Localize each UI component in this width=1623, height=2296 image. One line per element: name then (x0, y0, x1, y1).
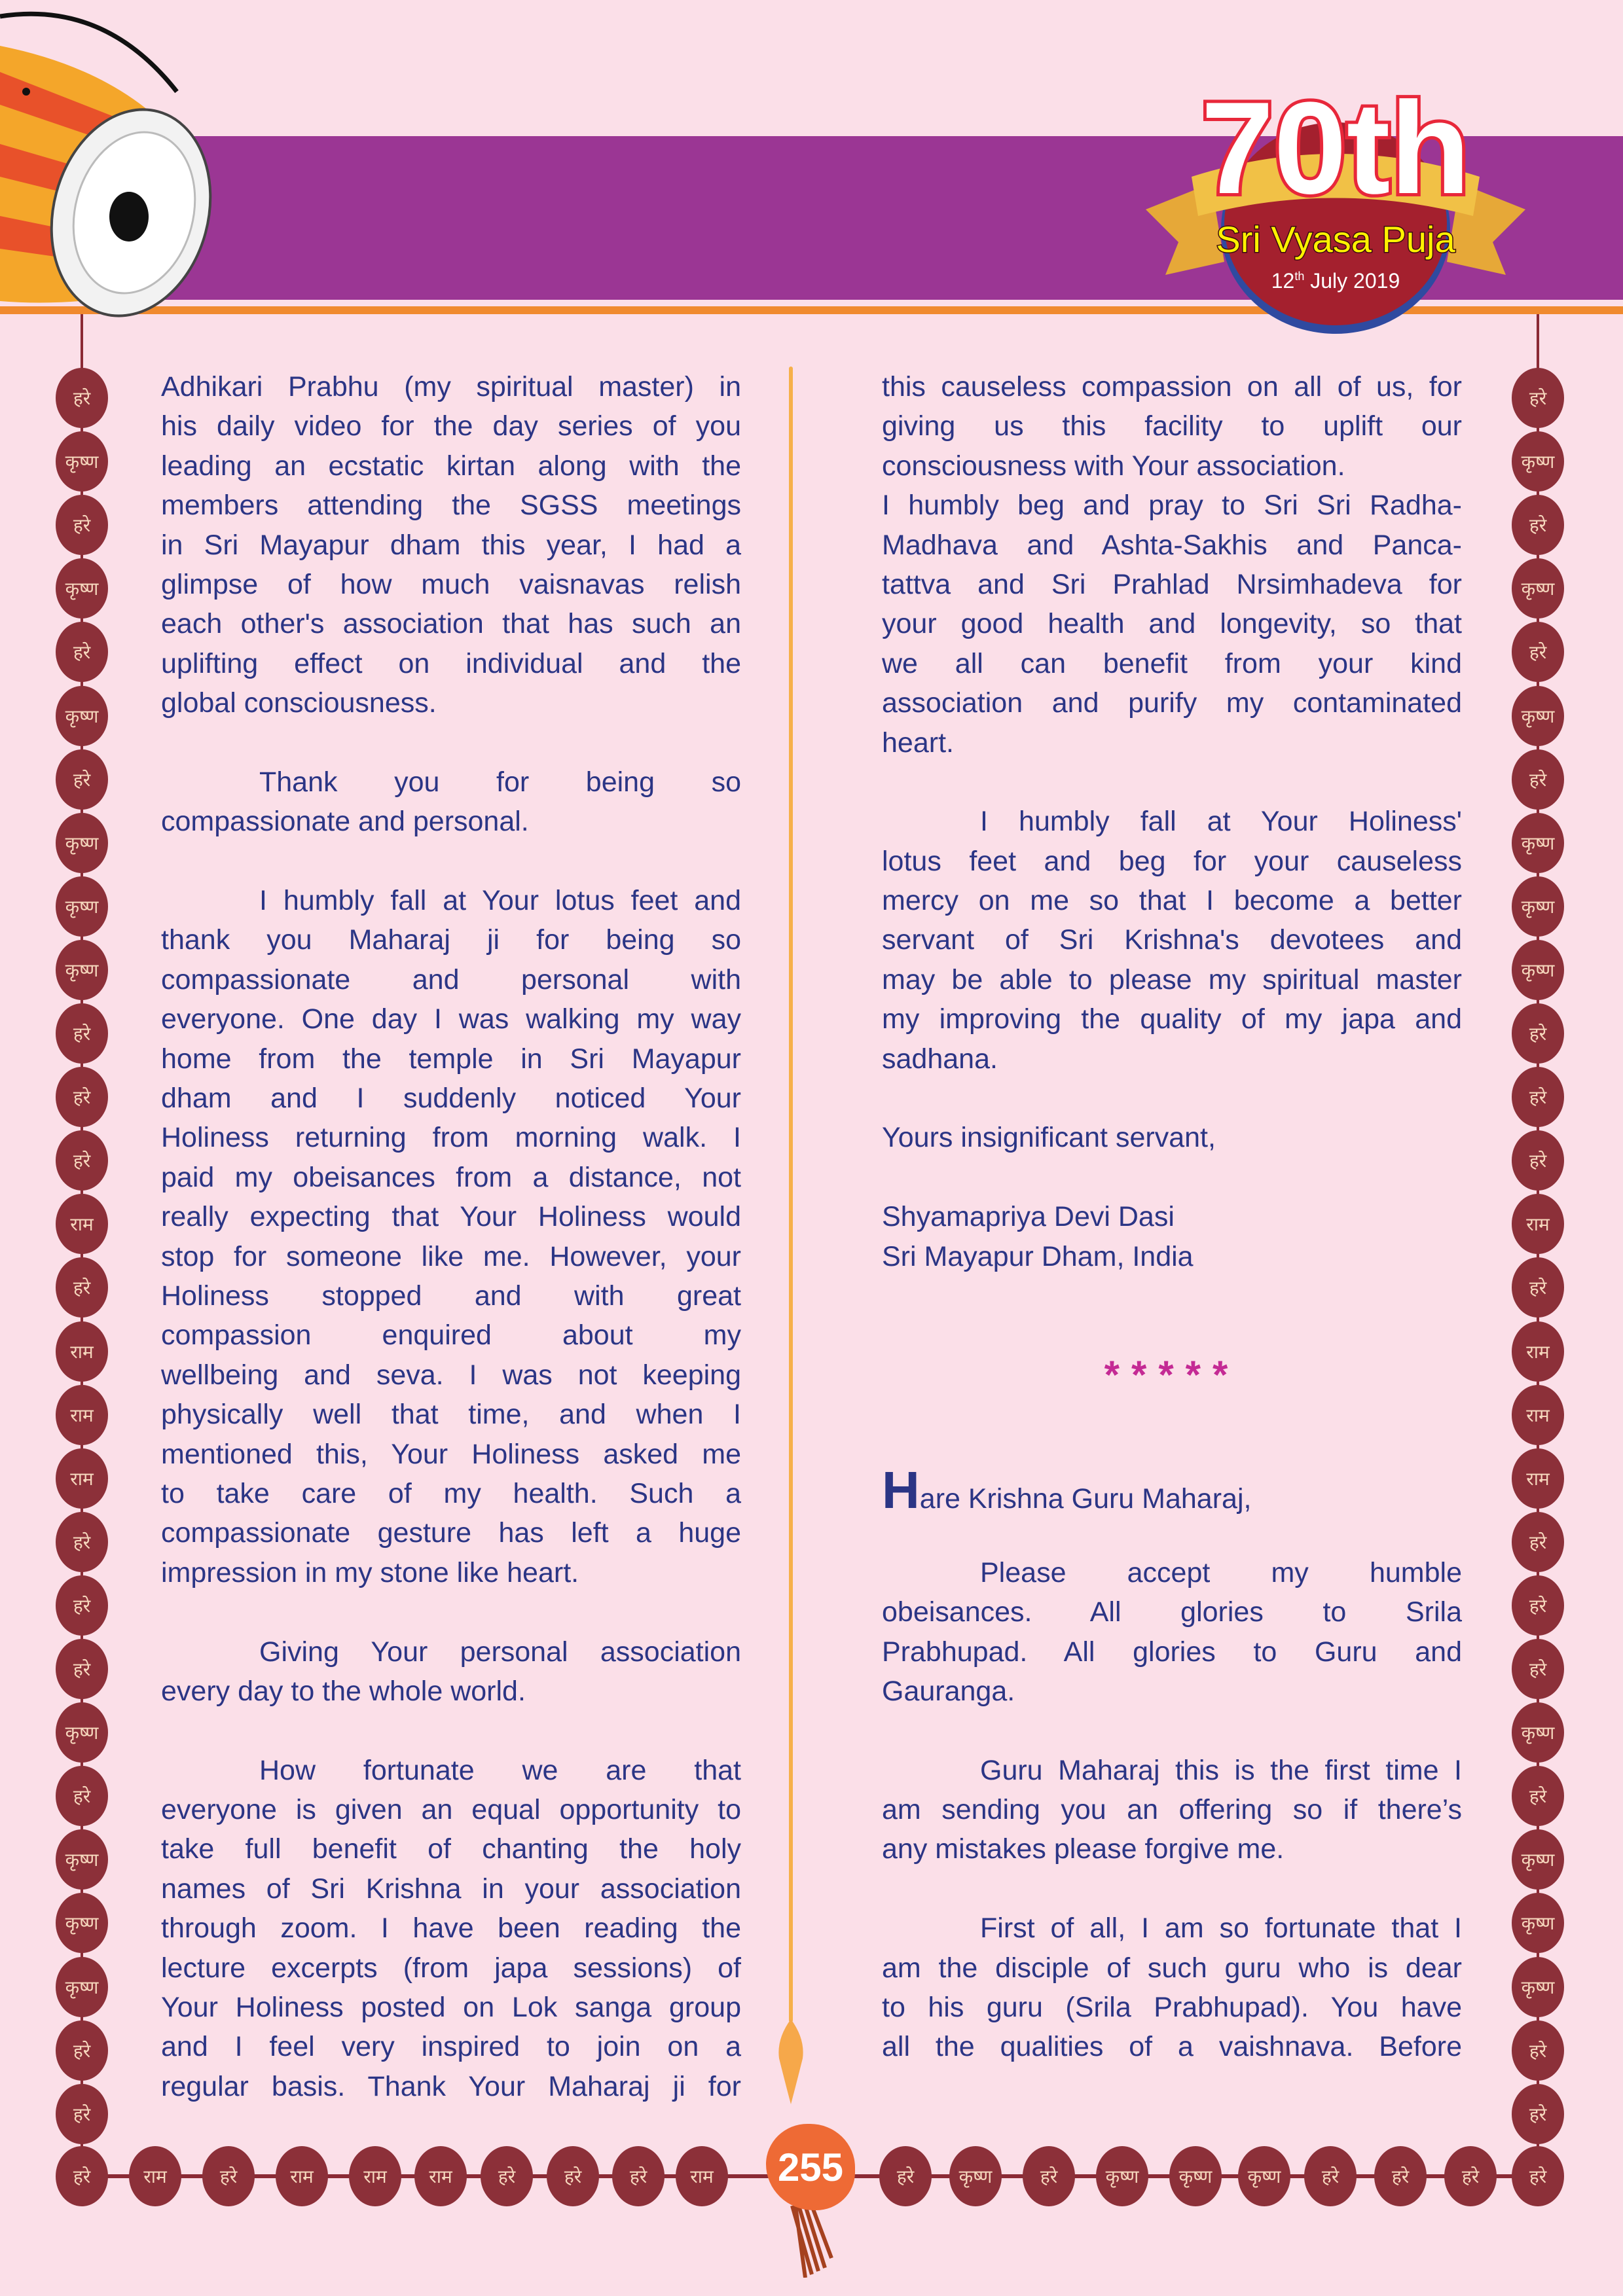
bead-bottom: कृष्ण (949, 2146, 1002, 2206)
bead-bottom: हरे (1023, 2146, 1075, 2206)
text-line: all the qualities of a vaishnava. Before (882, 2031, 1462, 2063)
bead-right: हरे (1512, 1257, 1564, 1318)
text-line: take full benefit of chanting the holy (161, 1833, 741, 1865)
text-line: compassionate gesture has left a huge (161, 1517, 741, 1549)
bead-right: हरे (1512, 749, 1564, 810)
bead-bottom: हरे (612, 2146, 665, 2206)
text-line: Yours insignificant servant, (882, 1122, 1216, 1154)
text-line: How fortunate we are that (259, 1754, 741, 1786)
text-line: Adhikari Prabhu (my spiritual master) in (161, 371, 741, 403)
text-line: compassionate and personal with (161, 963, 741, 996)
bead-right: हरे (1512, 1766, 1564, 1826)
bead-left: कृष्ण (56, 813, 108, 873)
text-line: may be able to please my spiritual master (882, 963, 1462, 996)
mridanga-drum-icon (0, 0, 223, 321)
divider-drop-ornament (776, 2019, 805, 2104)
text-line: lecture excerpts (from japa sessions) of (161, 1952, 741, 1984)
text-line: this causeless compassion on all of us, for (882, 371, 1462, 403)
bead-right: हरे (1512, 622, 1564, 682)
bead-left: राम (56, 1321, 108, 1382)
bead-bottom: हरे (879, 2146, 932, 2206)
bead-right: राम (1512, 1385, 1564, 1445)
bead-left: कृष्ण (56, 1893, 108, 1953)
text-line (161, 1711, 741, 1750)
text-line: wellbeing and seva. I was not keeping (161, 1359, 741, 1391)
text-line: paid my obeisances from a distance, not (161, 1161, 741, 1193)
text-line: names of Sri Krishna in your association (161, 1873, 741, 1905)
bead-bottom: राम (349, 2146, 401, 2206)
bead-right: कृष्ण (1512, 1702, 1564, 1763)
text-line: each other's association that has such an (161, 608, 741, 640)
bead-left: हरे (56, 749, 108, 810)
bead-bottom: कृष्ण (1238, 2146, 1290, 2206)
text-line: am sending you an offering so if there’s (882, 1794, 1462, 1826)
bead-bottom: हरे (481, 2146, 533, 2206)
text-line: really expecting that Your Holiness would (161, 1201, 741, 1233)
text-line: Guru Maharaj this is the first time I (980, 1754, 1462, 1786)
bead-right: हरे (1512, 1003, 1564, 1064)
bead-left: कृष्ण (56, 431, 108, 492)
bead-left: कृष्ण (56, 1829, 108, 1890)
bead-bottom: हरे (1512, 2146, 1564, 2206)
bead-right: हरे (1512, 1067, 1564, 1127)
text-line (161, 723, 741, 762)
text-line: to take care of my health. Such a (161, 1477, 741, 1509)
text-line: Gauranga. (882, 1675, 1015, 1707)
bead-right: हरे (1512, 1130, 1564, 1191)
bead-right: कृष्ण (1512, 1957, 1564, 2017)
text-line (161, 1592, 741, 1632)
bead-bottom: राम (129, 2146, 181, 2206)
bead-left: राम (56, 1385, 108, 1445)
text-line: sadhana. (882, 1043, 998, 1075)
text-line: servant of Sri Krishna's devotees and (882, 924, 1462, 956)
bead-right: हरे (1512, 495, 1564, 555)
badge-anniversary: 70th (1201, 75, 1470, 221)
bead-right: कृष्ण (1512, 431, 1564, 492)
text-line: your good health and longevity, so that (882, 608, 1462, 640)
text-line (161, 842, 741, 881)
bead-left: हरे (56, 1003, 108, 1064)
bead-right: कृष्ण (1512, 940, 1564, 1000)
bead-right: हरे (1512, 1512, 1564, 1572)
text-line: Holiness stopped and with great (161, 1280, 741, 1312)
bead-bottom: कृष्ण (1096, 2146, 1148, 2206)
text-line: I humbly beg and pray to Sri Sri Radha- (882, 490, 1462, 522)
anniversary-badge (1106, 65, 1565, 357)
bead-right: हरे (1512, 1639, 1564, 1699)
text-line: lotus feet and beg for your causeless (882, 845, 1462, 877)
text-line (882, 1079, 1462, 1118)
text-line: in Sri Mayapur dham this year, I had a (161, 529, 741, 561)
text-line (882, 762, 1462, 802)
text-line (882, 1869, 1462, 1909)
bead-left: कृष्ण (56, 1957, 108, 2017)
bead-left: हरे (56, 1257, 108, 1318)
text-line: to his guru (Srila Prabhupad). You have (882, 1992, 1462, 2024)
text-line: glimpse of how much vaisnavas relish (161, 568, 741, 600)
right-text-column (882, 367, 1462, 2067)
text-line: am the disciple of such guru who is dear (882, 1952, 1462, 1984)
bead-right: कृष्ण (1512, 1893, 1564, 1953)
text-line: my improving the quality of my japa and (882, 1003, 1462, 1035)
tassel-icon (786, 2206, 845, 2278)
bead-left: हरे (56, 1130, 108, 1191)
badge-event: Sri Vyasa Puja (1216, 219, 1455, 260)
text-line: his daily video for the day series of you (161, 410, 741, 442)
text-line: thank you Maharaj ji for being so (161, 924, 741, 956)
text-line: everyone is given an equal opportunity to (161, 1794, 741, 1826)
text-line: Sri Mayapur Dham, India (882, 1240, 1194, 1272)
text-line: I humbly fall at Your lotus feet and (259, 885, 741, 917)
text-line: impression in my stone like heart. (161, 1556, 579, 1588)
bead-bottom: हरे (56, 2146, 108, 2206)
text-line (882, 1395, 1462, 1434)
text-line: Holiness returning from morning walk. I (161, 1122, 741, 1154)
bead-left: हरे (56, 1512, 108, 1572)
bead-bottom: हरे (1444, 2146, 1497, 2206)
bead-left: राम (56, 1194, 108, 1254)
text-line: and I feel very inspired to join on a (161, 2031, 741, 2063)
bead-left: कृष्ण (56, 1702, 108, 1763)
text-line: everyone. One day I was walking my way (161, 1003, 741, 1035)
bead-bottom: राम (414, 2146, 467, 2206)
text-line: every day to the whole world. (161, 1675, 526, 1707)
text-line: Thank you for being so (259, 766, 741, 798)
text-line: any mistakes please forgive me. (882, 1833, 1285, 1865)
left-text-column (161, 367, 741, 2106)
greeting-line (882, 1460, 1462, 1519)
text-line: heart. (882, 726, 954, 759)
bead-right: कृष्ण (1512, 686, 1564, 746)
bead-right: राम (1512, 1448, 1564, 1509)
bead-right: हरे (1512, 2084, 1564, 2144)
text-line: First of all, I am so fortunate that I (980, 1912, 1462, 1945)
bead-bottom: राम (276, 2146, 328, 2206)
bead-bottom: हरे (202, 2146, 255, 2206)
bead-right: राम (1512, 1194, 1564, 1254)
page-number: 255 (766, 2124, 855, 2210)
text-line: global consciousness. (161, 687, 437, 719)
bead-right: हरे (1512, 2020, 1564, 2081)
bead-left: हरे (56, 1575, 108, 1636)
text-line (882, 1316, 1462, 1355)
greeting-text: are Krishna Guru Maharaj, (919, 1482, 1252, 1515)
text-line (882, 1513, 1462, 1552)
text-line (882, 1276, 1462, 1316)
text-line: consciousness with Your association. (882, 450, 1345, 482)
bead-left: राम (56, 1448, 108, 1509)
bead-left: हरे (56, 368, 108, 428)
text-line: Prabhupad. All glories to Guru and (882, 1636, 1462, 1668)
bead-right: कृष्ण (1512, 558, 1564, 619)
bead-bottom: कृष्ण (1169, 2146, 1222, 2206)
text-line: mercy on me so that I become a better (882, 885, 1462, 917)
text-line: tattva and Sri Prahlad Nrsimhadeva for (882, 568, 1462, 600)
text-line: uplifting effect on individual and the (161, 647, 741, 679)
text-line: through zoom. I have been reading the (161, 1912, 741, 1945)
badge-date: 12th July 2019 (1271, 269, 1400, 293)
text-line (882, 1435, 1462, 1474)
bead-right: हरे (1512, 368, 1564, 428)
bead-left: हरे (56, 1766, 108, 1826)
bead-right: कृष्ण (1512, 1829, 1564, 1890)
bead-right: राम (1512, 1321, 1564, 1382)
text-line: home from the temple in Sri Mayapur (161, 1043, 741, 1075)
text-line: Please accept my humble (980, 1556, 1462, 1588)
text-line: physically well that time, and when I (161, 1399, 741, 1431)
text-line: giving us this facility to uplift our (882, 410, 1462, 442)
bead-right: कृष्ण (1512, 876, 1564, 937)
text-line: Shyamapriya Devi Dasi (882, 1201, 1175, 1233)
text-line: we all can benefit from your kind (882, 647, 1462, 679)
text-line: obeisances. All glories to Srila (882, 1596, 1462, 1628)
bead-left: हरे (56, 495, 108, 555)
text-line: Giving Your personal association (259, 1636, 741, 1668)
bead-left: हरे (56, 622, 108, 682)
drop-cap: H (882, 1460, 920, 1519)
bead-left: कृष्ण (56, 876, 108, 937)
bead-left: हरे (56, 2020, 108, 2081)
bead-bottom: हरे (547, 2146, 599, 2206)
text-line: leading an ecstatic kirtan along with the (161, 450, 741, 482)
bead-left: हरे (56, 1067, 108, 1127)
text-line: I humbly fall at Your Holiness' (980, 806, 1462, 838)
text-line: Madhava and Ashta-Sakhis and Panca- (882, 529, 1462, 561)
text-line: regular basis. Thank Your Maharaj ji for (161, 2070, 741, 2102)
text-line: members attending the SGSS meetings (161, 490, 741, 522)
text-line: compassionate and personal. (161, 806, 529, 838)
section-separator-stars: ***** (1104, 1352, 1240, 1397)
bead-bottom: हरे (1374, 2146, 1427, 2206)
bead-bottom: हरे (1304, 2146, 1357, 2206)
bead-right: हरे (1512, 1575, 1564, 1636)
bead-left: हरे (56, 1639, 108, 1699)
text-line: Your Holiness posted on Lok sanga group (161, 1992, 741, 2024)
text-line: stop for someone like me. However, your (161, 1240, 741, 1272)
bead-left: कृष्ण (56, 940, 108, 1000)
bead-bottom: राम (676, 2146, 728, 2206)
bead-right: कृष्ण (1512, 813, 1564, 873)
text-line (882, 1158, 1462, 1197)
column-divider (789, 367, 793, 2022)
bead-left: कृष्ण (56, 686, 108, 746)
bead-left: कृष्ण (56, 558, 108, 619)
bead-left: हरे (56, 2084, 108, 2144)
text-line: dham and I suddenly noticed Your (161, 1083, 741, 1115)
text-line: mentioned this, Your Holiness asked me (161, 1438, 741, 1470)
text-line (882, 1711, 1462, 1750)
text-line: association and purify my contaminated (882, 687, 1462, 719)
text-line: compassion enquired about my (161, 1319, 741, 1352)
